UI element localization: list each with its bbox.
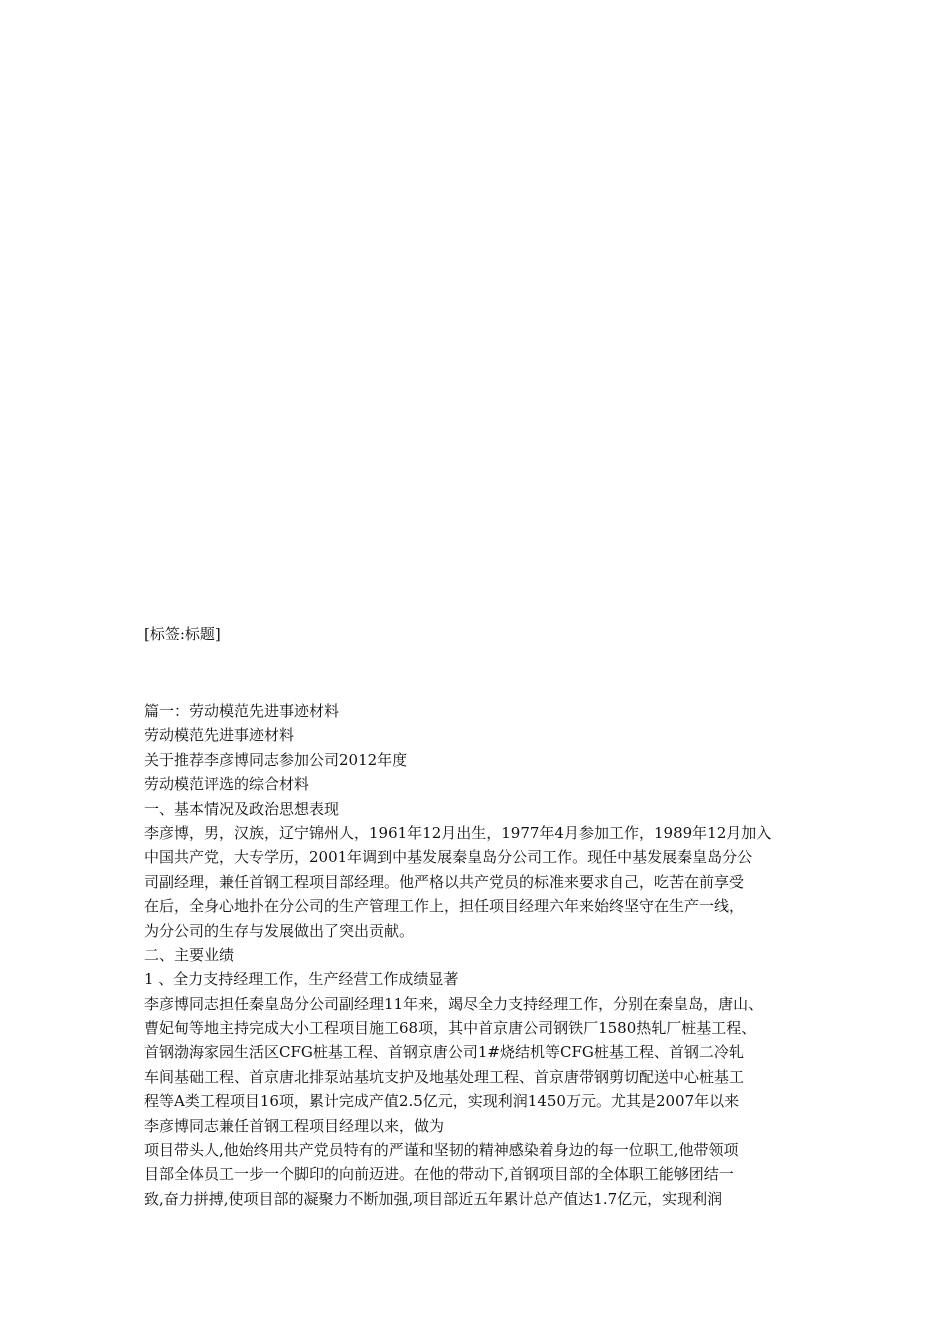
paragraph-line: 在后，全身心地扑在分公司的生产管理工作上，担任项目经理六年来始终坚守在生产一线， [144, 897, 745, 916]
paragraph-line: 为分公司的生存与发展做出了突出贡献。 [144, 921, 415, 940]
subsection-heading: 1 、全力支持经理工作，生产经营工作成绩显著 [144, 970, 459, 989]
paragraph-line: 车间基础工程、首京唐北排泵站基坑支护及地基处理工程、首京唐带钢剪切配送中心桩基工 [144, 1067, 745, 1086]
paragraph-line: 李彦博，男，汉族，辽宁锦州人，1961年12月出生，1977年4月参加工作，1989年12月加入 [144, 823, 772, 842]
section-heading: 二、主要业绩 [144, 945, 235, 964]
paragraph-line: 曹妃甸等地主持完成大小工程项目施工68项，其中首京唐公司钢铁厂1580热轧厂桩基工程、 [144, 1019, 757, 1038]
paragraph-line: 司副经理，兼任首钢工程项目部经理。他严格以共产党员的标准来要求自己，吃苦在前享受 [144, 872, 745, 891]
paragraph-line: 首钢渤海家园生活区CFG桩基工程、首钢京唐公司1#烧结机等CFG桩基工程、首钢二冷轧 [144, 1043, 744, 1062]
paragraph-line: 程等A类工程项目16项，累计完成产值2.5亿元，实现利润1450万元。尤其是2007年以来 [144, 1092, 740, 1111]
paragraph-line: 致,奋力拼搏,使项目部的凝聚力不断加强,项目部近五年累计总产值达1.7亿元，实现利润 [144, 1189, 723, 1208]
paragraph-line: 项目带头人,他始终用共产党员特有的严谨和坚韧的精神感染着身边的每一位职工,他带领项 [144, 1141, 739, 1160]
paragraph-line: 李彦博同志担任秦皇岛分公司副经理11年来，竭尽全力支持经理工作，分别在秦皇岛，唐山、 [144, 994, 764, 1013]
document-subtitle: 关于推荐李彦博同志参加公司2012年度 [144, 750, 408, 769]
document-subtitle: 劳动模范评选的综合材料 [144, 775, 310, 794]
tag-label: [标签:标题] [144, 625, 221, 643]
section-heading: 一、基本情况及政治思想表现 [144, 799, 340, 818]
document-body [144, 699, 824, 1211]
paragraph-line: 李彦博同志兼任首钢工程项目经理以来，做为 [144, 1116, 445, 1135]
paragraph-line: 中国共产党，大专学历，2001年调到中基发展秦皇岛分公司工作。现任中基发展秦皇岛分公 [144, 848, 753, 867]
document-title: 劳动模范先进事迹材料 [144, 726, 295, 745]
section-heading: 篇一：劳动模范先进事迹材料 [144, 702, 340, 720]
paragraph-line: 目部全体员工一步一个脚印的向前迈进。在他的带动下,首钢项目部的全体职工能够团结一 [144, 1165, 734, 1184]
